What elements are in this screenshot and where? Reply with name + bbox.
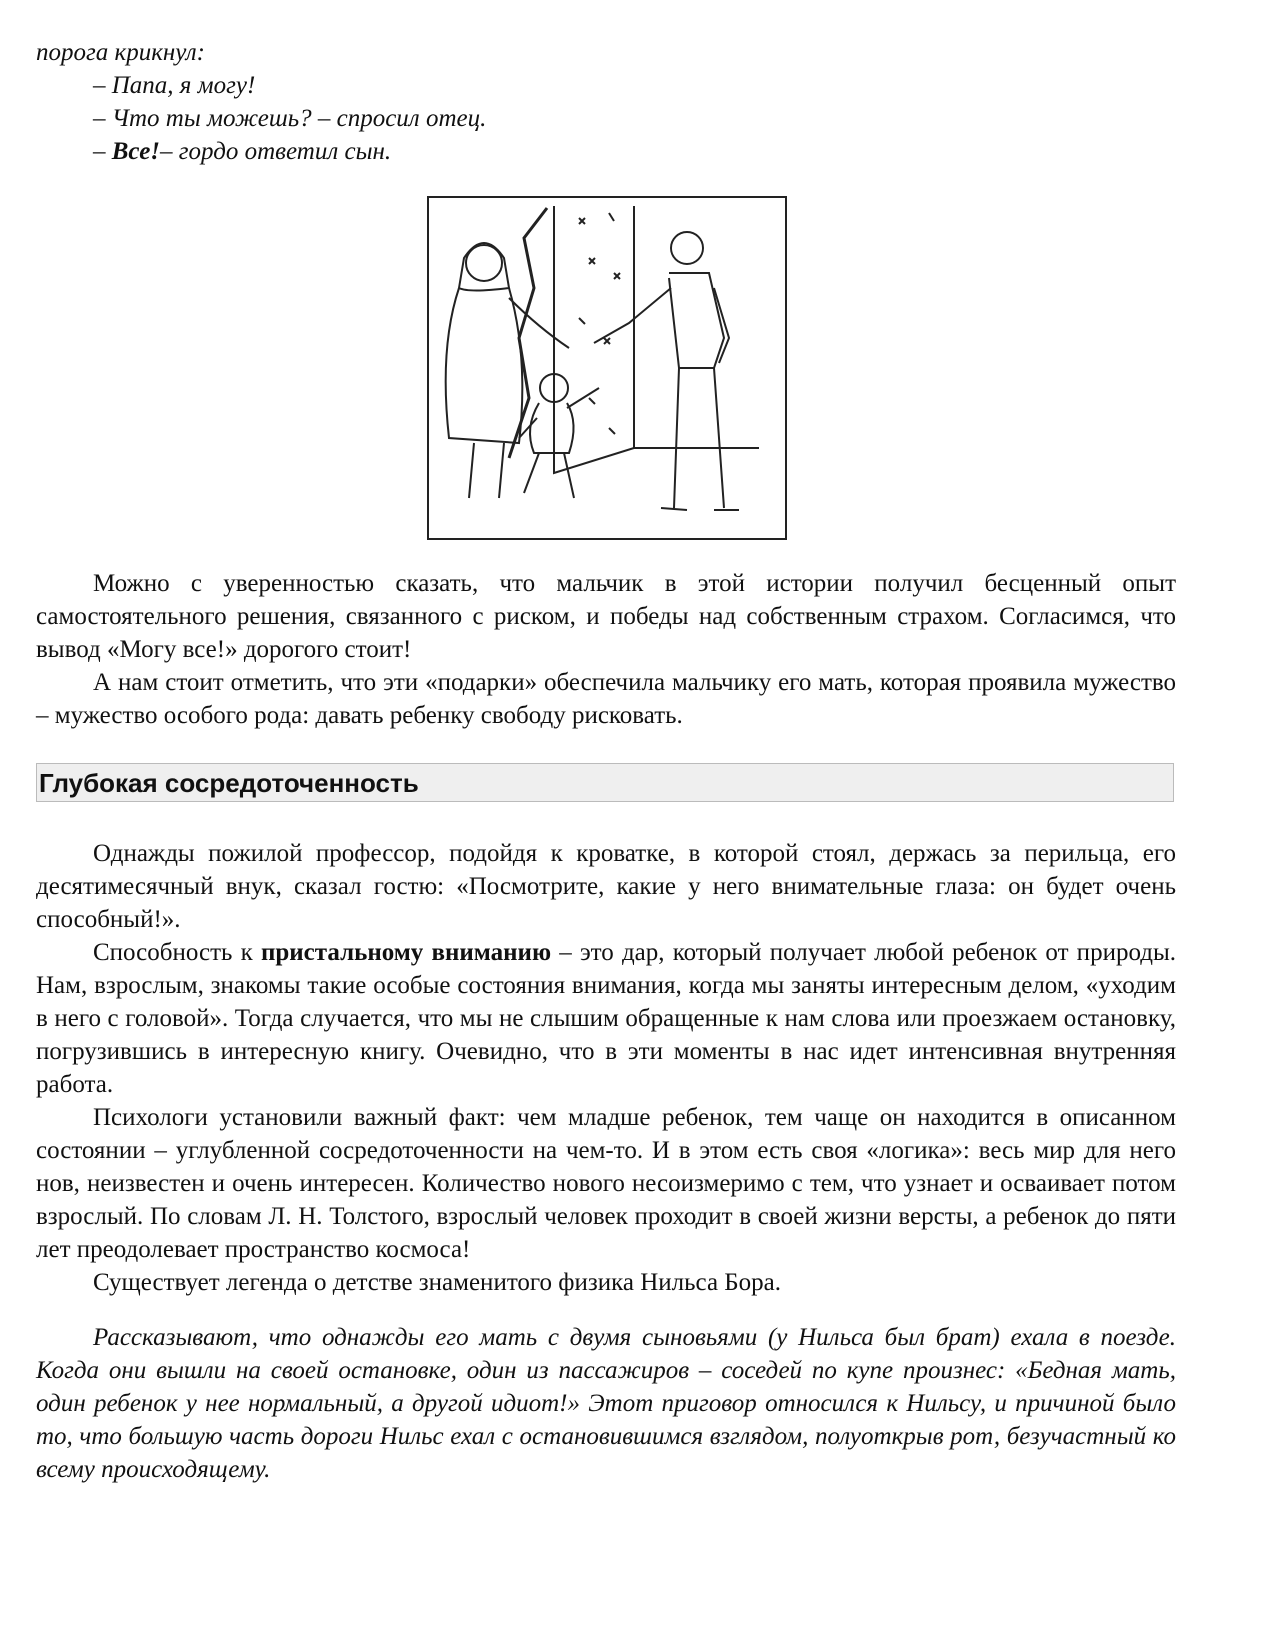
dialog-line: – Что ты можешь? – спросил отец.: [93, 105, 487, 132]
paragraph: Психологи установили важный факт: чем младше ребенок, тем чаще он находится в описанном состоянии – углубленной сосредоточенности на чем-то. И в этом есть своя «логика»: весь мир для него нов, неизвестен и очень интересен. Количество нового несоизмеримо с тем, что узнает и осваивает потом взрослый. По словам Л. Н. Толстого, взрослый человек проходит в своей жизни версты, а ребенок до пяти лет преодолевает пространство космоса!: [36, 1104, 1176, 1263]
bold-word: Все!: [111, 138, 161, 165]
bold-term: пристальному вниманию: [260, 939, 552, 966]
text: Способность к: [93, 939, 261, 966]
text-line: порога крикнул:: [36, 39, 205, 66]
dialog-rest: – гордо ответил сын.: [160, 138, 392, 165]
paragraph: Существует легенда о детстве знаменитого физика Нильса Бора.: [93, 1269, 782, 1296]
paragraph: А нам стоит отметить, что эти «подарки» обеспечила мальчику его мать, которая проявила мужество – мужество особого рода: давать ребенку свободу рисковать.: [36, 669, 1176, 729]
paragraph: [36, 936, 1176, 1101]
section-heading: Глубокая сосредоточенность: [36, 763, 1174, 802]
italic-paragraph: Рассказывают, что однажды его мать с двумя сыновьями (у Нильса был брат) ехала в поезде. Когда они вышли на своей остановке, один из пассажиров – соседей по купе произнес: «Бедная мать, один ребенок у нее нормальный, а другой идиот!» Этот приговор относился к Нильсу, и причиной было то, что большую часть дороги Нильс ехал с остановившимся взглядом, полуоткрыв рот, безучастный ко всему происходящему.: [36, 1324, 1176, 1483]
dialog-line: [36, 135, 1176, 168]
paragraphs-block: [36, 567, 1176, 732]
paragraph: Однажды пожилой профессор, подойдя к кроватке, в которой стоял, держась за перильца, его десятимесячный внук, сказал гостю: «Посмотрите, какие у него внимательные глаза: он будет очень способный!».: [36, 840, 1176, 933]
text: – это дар, который получает любой ребенок от природы. Нам, взрослым, знакомы такие особые состояния внимания, когда мы заняты интересным делом, «уходим в него с головой». Тогда случается, что мы не слышим обращенные к нам слова или проезжаем остановку, погрузившись в интересную книгу. Очевидно, что в эти моменты в нас идет интенсивная внутренняя работа.: [36, 939, 1176, 1098]
illustration: [427, 196, 787, 540]
dash: –: [93, 138, 112, 165]
section-body: [36, 837, 1176, 1486]
paragraph: Можно с уверенностью сказать, что мальчик в этой истории получил бесценный опыт самостоятельного решения, связанного с риском, и победы над собственным страхом. Согласимся, что вывод «Могу все!» дорогого стоит!: [36, 570, 1176, 663]
dialog-line: – Папа, я могу!: [93, 72, 256, 99]
dialog-block: [36, 36, 1176, 168]
